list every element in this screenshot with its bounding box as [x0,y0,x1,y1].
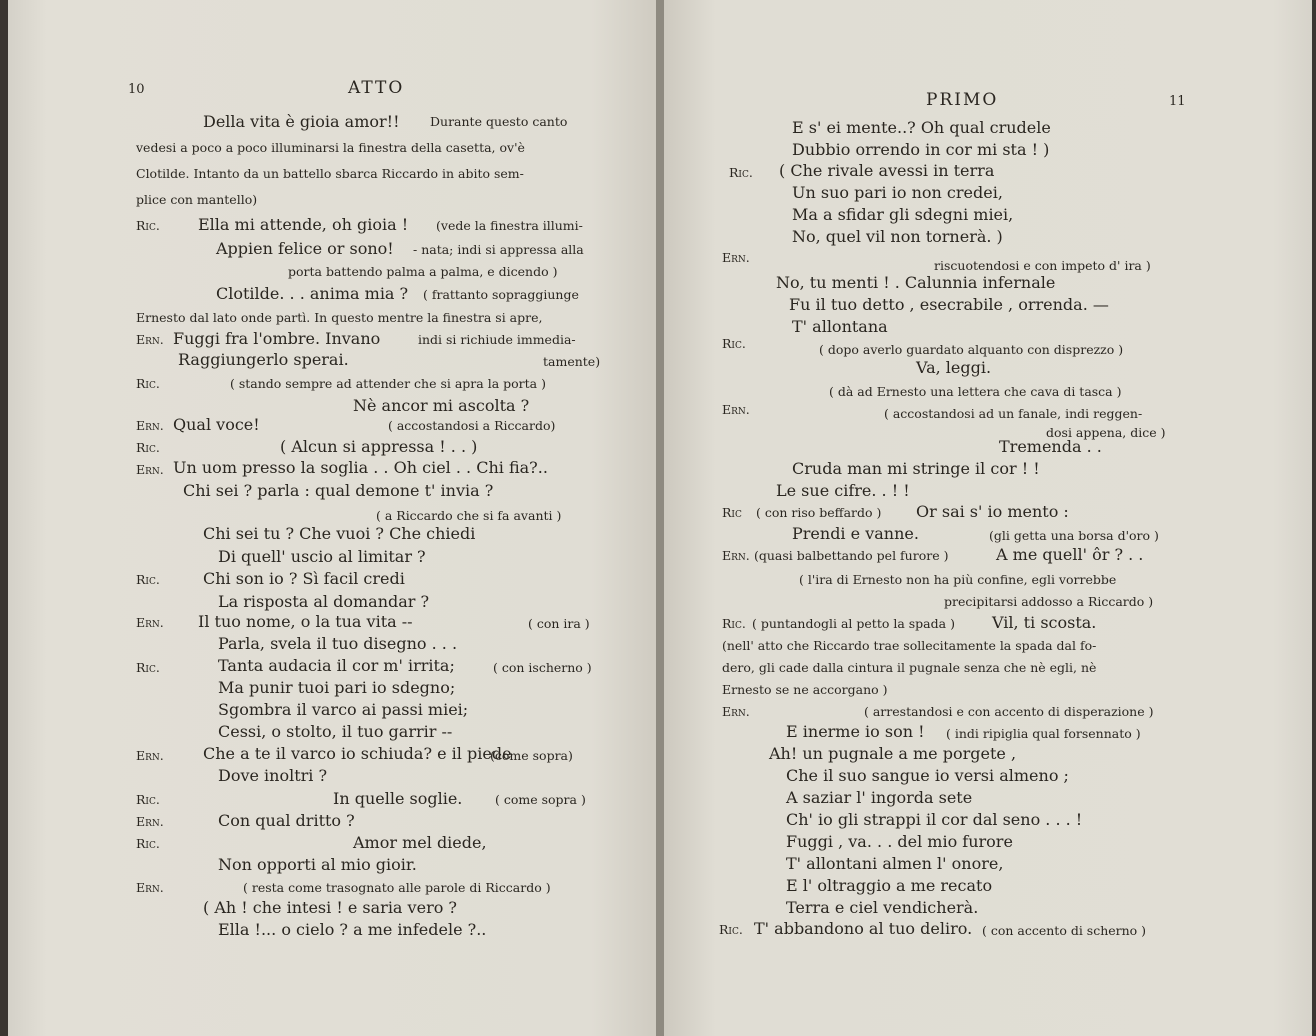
stage-direction: Clotilde. Intanto da un battello sbarca Riccardo in abito sem- [136,166,524,181]
verse-line: No, tu menti ! . Calunnia infernale [776,273,1056,292]
verse-line: Ella !... o cielo ? a me infedele ?.. [218,920,487,939]
stage-direction: vedesi a poco a poco illuminarsi la finestra della casetta, ov'è [136,140,525,155]
verse-line: Tanta audacia il cor m' irrita; [218,656,455,675]
verse-line: ( Alcun si appressa ! . . ) [280,437,478,456]
stage-direction: ( dopo averlo guardato alquanto con disprezzo ) [819,342,1124,357]
verse-line: Raggiungerlo sperai. [178,350,349,369]
stage-direction: ( con ischerno ) [493,660,592,675]
verse-line: Cessi, o stolto, il tuo garrir -- [218,722,453,741]
speaker: Ric. [136,660,160,675]
speaker: Ric. [136,376,160,391]
verse-line: Dubbio orrendo in cor mi sta ! ) [792,140,1050,159]
stage-direction: ( indi ripiglia qual forsennato ) [946,726,1141,741]
speaker: Ern. [136,814,164,829]
verse-line: T' allontani almen l' onore, [786,854,1004,873]
left-page [8,0,656,1036]
verse-line: Non opporti al mio gioir. [218,855,417,874]
verse-line: Chi sei ? parla : qual demone t' invia ? [183,481,494,500]
verse-line: Clotilde. . . anima mia ? [216,284,409,303]
verse-line: ( Che rivale avessi in terra [779,161,995,180]
speaker: Ric. [719,922,743,937]
verse-line: Qual voce! [173,415,260,434]
verse-line: T' abbandono al tuo deliro. [754,919,973,938]
verse-line: Con qual dritto ? [218,811,355,830]
speaker: Ern. [722,704,750,719]
verse-line: Di quell' uscio al limitar ? [218,547,426,566]
verse-line: Chi son io ? Sì facil credi [203,569,405,588]
verse-line: A me quell' ôr ? . . [996,545,1144,564]
stage-direction: ( accostandosi a Riccardo) [388,418,556,433]
verse-line: Ah! un pugnale a me porgete , [769,744,1017,763]
verse-line: Un suo pari io non credei, [792,183,1003,202]
stage-direction: plice con mantello) [136,192,258,207]
stage-direction: Durante questo canto [430,114,568,129]
stage-direction: ( con ira ) [528,616,590,631]
verse-line: Sgombra il varco ai passi miei; [218,700,469,719]
stage-direction: ( a Riccardo che si fa avanti ) [376,508,562,523]
speaker: Ric. [136,836,160,851]
stage-direction: (vede la finestra illumi- [436,218,583,233]
verse-line: Cruda man mi stringe il cor ! ! [792,459,1040,478]
verse-line: ( Ah ! che intesi ! e saria vero ? [203,898,458,917]
stage-direction: (gli getta una borsa d'oro ) [989,528,1159,543]
page-number: 10 [128,82,145,97]
verse-line: A saziar l' ingorda sete [786,788,973,807]
verse-line: No, quel vil non tornerà. ) [792,227,1003,246]
verse-line: T' allontana [792,317,888,336]
speaker: Ern. [722,402,750,417]
speaker: Ern. [136,418,164,433]
verse-line: Ella mi attende, oh gioia ! [198,215,409,234]
speaker: Ric. [722,336,746,351]
stage-direction: ( accostandosi ad un fanale, indi reggen- [884,406,1143,421]
stage-direction: ( frattanto sopraggiunge [423,287,579,302]
speaker: Ern. [136,880,164,895]
stage-direction: ( come sopra ) [495,792,586,807]
verse-line: Ma a sfidar gli sdegni miei, [792,205,1014,224]
stage-direction: Ernesto se ne accorgano ) [722,682,888,697]
verse-line: Ch' io gli strappi il cor dal seno . . . ! [786,810,1083,829]
verse-line: Fu il tuo detto , esecrabile , orrenda. — [789,295,1109,314]
verse-line: Vil, ti scosta. [992,613,1097,632]
verse-line: E l' oltraggio a me recato [786,876,993,895]
verse-line: La risposta al domandar ? [218,592,430,611]
stage-direction: ( resta come trasognato alle parole di Riccardo ) [243,880,551,895]
speaker: Ric. [136,440,160,455]
stage-direction: ( con riso beffardo ) [756,505,882,520]
verse-line: Amor mel diede, [353,833,487,852]
verse-line: Nè ancor mi ascolta ? [353,396,530,415]
speaker: Ern. [136,748,164,763]
stage-direction: ( puntandogli al petto la spada ) [752,616,955,631]
stage-direction: (come sopra) [490,748,573,763]
speaker: Ern. [722,548,750,563]
verse-line: In quelle soglie. [333,789,463,808]
speaker: Ric [722,505,742,520]
verse-line: Un uom presso la soglia . . Oh ciel . . Chi fia?.. [173,458,548,477]
speaker: Ric. [136,218,160,233]
page-number: 11 [1169,94,1186,109]
running-head: ATTO [348,78,405,98]
verse-line: Ma punir tuoi pari io sdegno; [218,678,456,697]
stage-direction: - nata; indi si appressa alla [413,242,584,257]
stage-direction: ( arrestandosi e con accento di disperazione ) [864,704,1154,719]
stage-direction: ( con accento di scherno ) [982,923,1147,938]
stage-direction: tamente) [543,354,601,369]
stage-direction: ( dà ad Ernesto una lettera che cava di tasca ) [829,384,1122,399]
verse-line: Della vita è gioia amor!! [203,112,400,131]
speaker: Ric. [136,572,160,587]
verse-line: Appien felice or sono! [216,239,394,258]
verse-line: Tremenda . . [999,437,1102,456]
verse-line: Parla, svela il tuo disegno . . . [218,634,458,653]
verse-line: E s' ei mente..? Oh qual crudele [792,118,1051,137]
right-page [664,0,1312,1036]
speaker: Ern. [136,332,164,347]
verse-line: Prendi e vanne. [792,524,919,543]
stage-direction: precipitarsi addosso a Riccardo ) [944,594,1154,609]
verse-line: Fuggi , va. . . del mio furore [786,832,1013,851]
stage-direction: riscuotendosi e con impeto d' ira ) [934,258,1151,273]
verse-line: Le sue cifre. . ! ! [776,481,910,500]
verse-line: Terra e ciel vendicherà. [786,898,979,917]
verse-line: Che a te il varco io schiuda? e il piede [203,744,512,763]
stage-direction: (nell' atto che Riccardo trae sollecitamente la spada dal fo- [722,638,1097,653]
stage-direction: indi si richiude immedia- [418,332,576,347]
verse-line: Or sai s' io mento : [916,502,1069,521]
running-head: PRIMO [926,90,999,110]
speaker: Ric. [722,616,746,631]
verse-line: Fuggi fra l'ombre. Invano [173,329,381,348]
stage-direction: dero, gli cade dalla cintura il pugnale senza che nè egli, nè [722,660,1097,675]
speaker: Ern. [722,250,750,265]
speaker: Ric. [729,165,753,180]
stage-direction: dosi appena, dice ) [1046,425,1166,440]
verse-line: Va, leggi. [916,358,992,377]
book-gutter [656,0,664,1036]
verse-line: Chi sei tu ? Che vuoi ? Che chiedi [203,524,476,543]
stage-direction: porta battendo palma a palma, e dicendo ) [288,264,558,279]
verse-line: Che il suo sangue io versi almeno ; [786,766,1069,785]
verse-line: Dove inoltri ? [218,766,328,785]
stage-direction: ( stando sempre ad attender che si apra la porta ) [230,376,546,391]
verse-line: E inerme io son ! [786,722,925,741]
speaker: Ric. [136,792,160,807]
stage-direction: Ernesto dal lato onde partì. In questo mentre la finestra si apre, [136,310,543,325]
verse-line: Il tuo nome, o la tua vita -- [198,612,413,631]
speaker: Ern. [136,615,164,630]
stage-direction: ( l'ira di Ernesto non ha più confine, egli vorrebbe [799,572,1117,587]
stage-direction: (quasi balbettando pel furore ) [754,548,949,563]
speaker: Ern. [136,462,164,477]
